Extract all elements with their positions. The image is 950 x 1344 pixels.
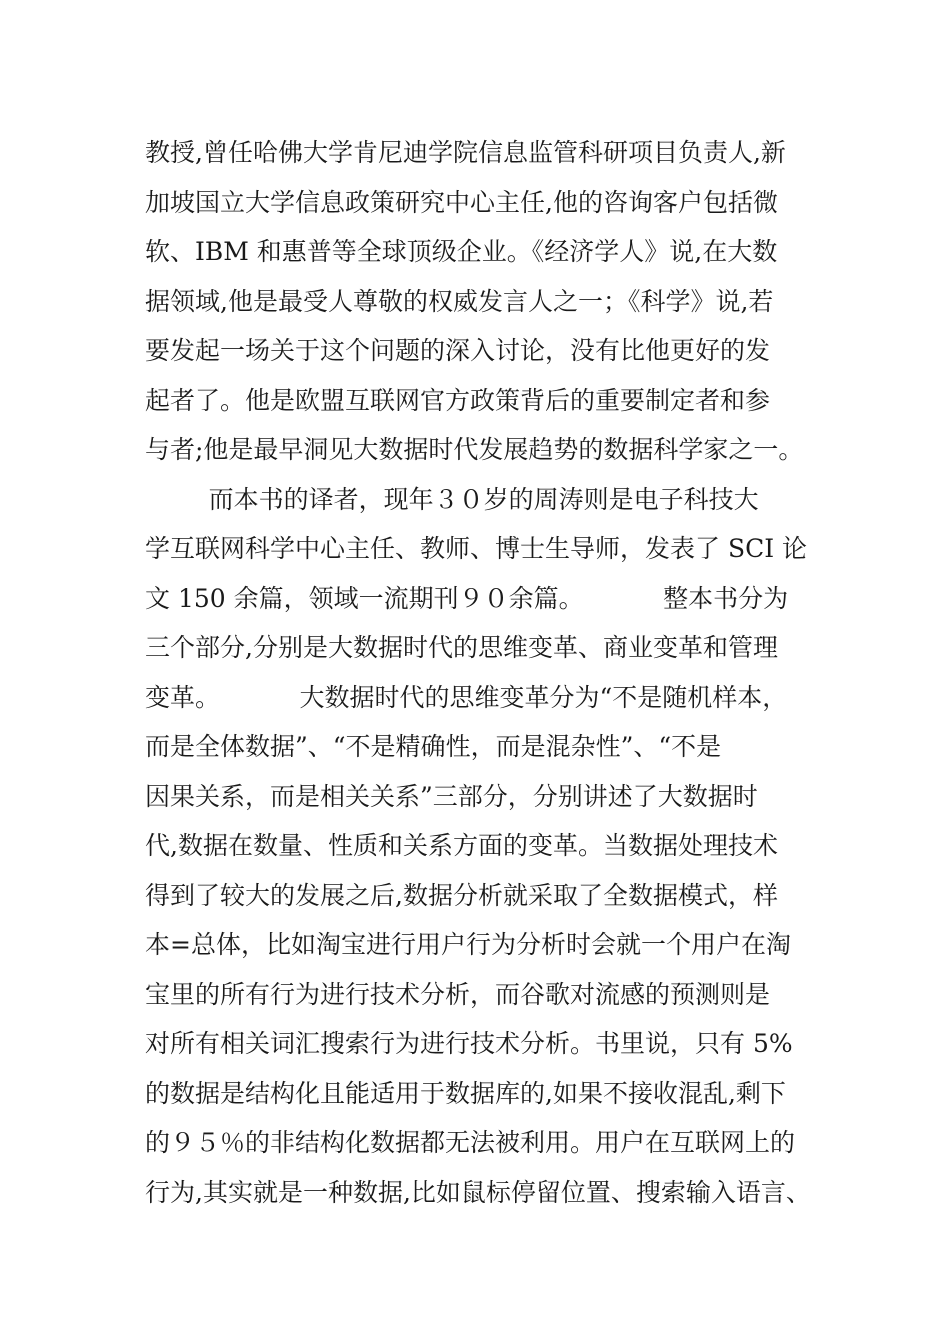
text-line: 变革。 大数据时代的思维变革分为“不是随机样本， [145, 682, 788, 712]
text-line: 与者;他是最早洞见大数据时代发展趋势的数据科学家之一。 [145, 435, 804, 464]
text-line: 文 150 余篇，领域一流期刊９０余篇。 整本书分为 [145, 583, 789, 613]
text-line: 宝里的所有行为进行技术分析，而谷歌对流感的预测则是 [145, 979, 771, 1009]
text-line: 据领域,他是最受人尊敬的权威发言人之一；《科学》说,若 [145, 286, 774, 316]
text-line: 要发起一场关于这个问题的深入讨论，没有比他更好的发 [145, 336, 771, 365]
text-line: 加坡国立大学信息政策研究中心主任,他的咨询客户包括微 [145, 187, 778, 217]
body-text [145, 128, 815, 1217]
text-line: 学互联网科学中心主任、教师、博士生导师，发表了 SCI 论 [145, 534, 808, 563]
text-line: 本=总体，比如淘宝进行用户行为分析时会就一个用户在淘 [145, 930, 791, 959]
text-line: 三个部分,分别是大数据时代的思维变革、商业变革和管理 [145, 633, 778, 662]
text-line: 的数据是结构化且能适用于数据库的,如果不接收混乱,剩下 [145, 1078, 786, 1108]
text-line: 因果关系，而是相关关系”三部分，分别讲述了大数据时 [145, 781, 758, 811]
text-line: 而本书的译者，现年３０岁的周涛则是电子科技大 [145, 484, 759, 514]
text-line: 软、IBM 和惠普等全球顶级企业。《经济学人》说,在大数 [145, 237, 778, 266]
text-line: 起者了。他是欧盟互联网官方政策背后的重要制定者和参 [145, 385, 771, 415]
text-line: 行为,其实就是一种数据,比如鼠标停留位置、搜索输入语言、 [145, 1177, 811, 1207]
text-line: 教授,曾任哈佛大学肯尼迪学院信息监管科研项目负责人,新 [145, 138, 786, 167]
text-line: 对所有相关词汇搜索行为进行技术分析。书里说，只有 5% [145, 1029, 793, 1058]
text-line: 而是全体数据”、“不是精确性，而是混杂性”、“不是 [145, 732, 722, 761]
text-line: 代,数据在数量、性质和关系方面的变革。当数据处理技术 [145, 831, 778, 860]
text-line: 得到了较大的发展之后,数据分析就采取了全数据模式，样 [145, 880, 778, 910]
text-line: 的９５％的非结构化数据都无法被利用。用户在互联网上的 [145, 1128, 796, 1157]
